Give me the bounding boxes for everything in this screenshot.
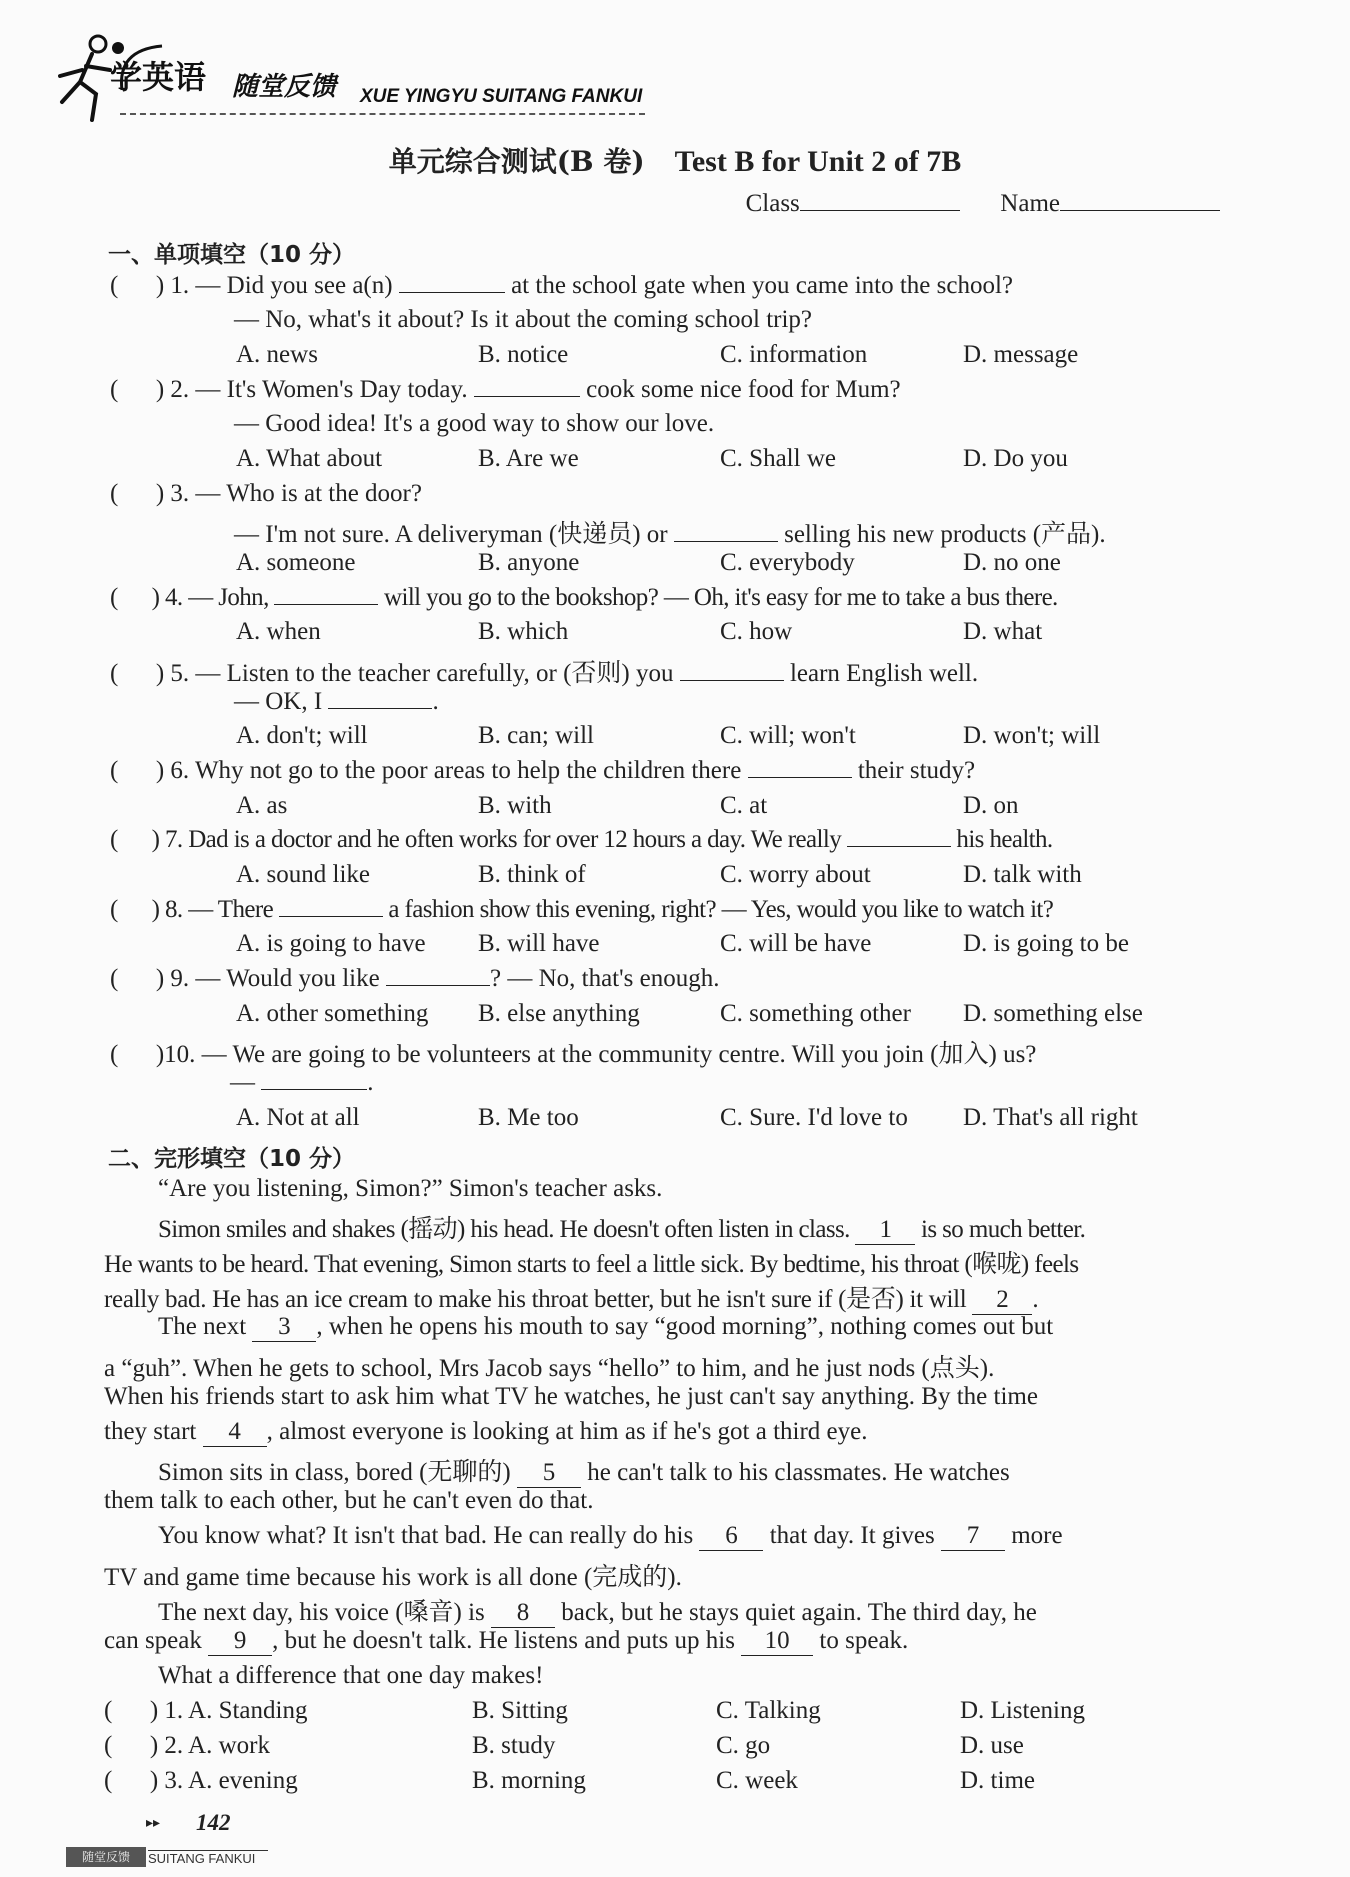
q9-option-c: C. something other xyxy=(720,1000,911,1027)
name-field[interactable] xyxy=(1060,188,1220,211)
footer-badge: 随堂反馈 xyxy=(66,1847,146,1867)
cloze-blank-3[interactable]: 3 xyxy=(252,1313,316,1342)
passage-line-13: The next day, his voice (嗓音) is 8 back, but he stays quiet again. The third day, he xyxy=(158,1599,1037,1626)
cloze-q2-option-c: C. go xyxy=(716,1732,771,1759)
q2-option-b: B. Are we xyxy=(478,445,579,472)
q8-option-a: A. is going to have xyxy=(236,930,426,957)
q6-blank[interactable] xyxy=(748,777,852,778)
page-number: 142 xyxy=(196,1810,231,1835)
cloze-q2-option-a: ( ) 2. A. work xyxy=(104,1732,270,1759)
q3-line2: — I'm not sure. A deliveryman (快递员) or selling his new products (产品). xyxy=(234,521,1106,548)
q7-blank[interactable] xyxy=(847,846,951,847)
passage-line-4: really bad. He has an ice cream to make his throat better, but he isn't sure if (是否) it will 2 . xyxy=(104,1286,1039,1313)
q5-line2: — OK, I . xyxy=(234,688,439,715)
q2-option-c: C. Shall we xyxy=(720,445,836,472)
q6-option-c: C. at xyxy=(720,792,768,819)
cloze-q3-option-d: D. time xyxy=(960,1767,1035,1794)
cloze-q3-option-a: ( ) 3. A. evening xyxy=(104,1767,298,1794)
q10-line2: — . xyxy=(230,1069,374,1096)
q2-blank[interactable] xyxy=(474,396,580,397)
passage-line-10: them talk to each other, but he can't even do that. xyxy=(104,1487,594,1514)
q6-option-b: B. with xyxy=(478,792,552,819)
footer-arrow-icon: ▸▸ xyxy=(146,1815,161,1831)
footer-label: SUITANG FANKUI xyxy=(148,1850,268,1866)
q9-blank[interactable] xyxy=(386,985,490,986)
q7-option-a: A. sound like xyxy=(236,861,371,888)
passage-line-15: What a difference that one day makes! xyxy=(158,1662,544,1689)
class-label: Class xyxy=(745,190,800,217)
cloze-blank-8[interactable]: 8 xyxy=(491,1599,555,1628)
cloze-q1-option-d: D. Listening xyxy=(960,1697,1085,1724)
q4-option-d: D. what xyxy=(963,618,1043,645)
q4-option-c: C. how xyxy=(720,618,793,645)
passage-line-5: The next 3 , when he opens his mouth to say “good morning”, nothing comes out but xyxy=(158,1313,1054,1340)
q3-option-b: B. anyone xyxy=(478,549,580,576)
q10-option-c: C. Sure. I'd love to xyxy=(720,1104,908,1131)
q4-option-a: A. when xyxy=(236,618,321,645)
passage-line-14: can speak 9 , but he doesn't talk. He listens and puts up his 10 to speak. xyxy=(104,1627,909,1654)
name-label: Name xyxy=(1000,190,1060,217)
q8-option-c: C. will be have xyxy=(720,930,872,957)
q6-line1: ( ) 6. Why not go to the poor areas to help the children there their study? xyxy=(110,757,976,784)
q10-blank[interactable] xyxy=(261,1089,367,1090)
cloze-blank-2[interactable]: 2 xyxy=(972,1286,1032,1315)
q1-line2: — No, what's it about? Is it about the coming school trip? xyxy=(234,306,813,333)
passage-line-1: “Are you listening, Simon?” Simon's teacher asks. xyxy=(158,1175,663,1202)
q8-line1: ( ) 8. — There a fashion show this evening, right? — Yes, would you like to watch it? xyxy=(110,896,1054,923)
logo-subtitle-cn: 随堂反馈 xyxy=(232,72,337,102)
cloze-q1-option-b: B. Sitting xyxy=(472,1697,568,1724)
cloze-q2-option-d: D. use xyxy=(960,1732,1024,1759)
cloze-blank-9[interactable]: 9 xyxy=(208,1627,272,1656)
passage-line-3: He wants to be heard. That evening, Simon starts to feel a little sick. By bedtime, his throat (喉咙) feels xyxy=(104,1251,1079,1278)
q10-option-a: A. Not at all xyxy=(236,1104,360,1131)
q2-line1: ( ) 2. — It's Women's Day today. cook some nice food for Mum? xyxy=(110,376,901,403)
title-cn: 单元综合测试(B 卷) xyxy=(388,145,645,178)
cloze-q3-option-b: B. morning xyxy=(472,1767,586,1794)
q3-line1: ( ) 3. — Who is at the door? xyxy=(110,480,422,507)
section2-title: 二、完形填空（10 分） xyxy=(108,1146,356,1172)
class-field[interactable] xyxy=(800,188,960,211)
q9-line1: ( ) 9. — Would you like ? — No, that's enough. xyxy=(110,965,720,992)
q4-blank[interactable] xyxy=(274,604,378,605)
cloze-blank-7[interactable]: 7 xyxy=(941,1522,1005,1551)
passage-line-12: TV and game time because his work is all done (完成的). xyxy=(104,1564,682,1591)
cloze-q3-option-c: C. week xyxy=(716,1767,798,1794)
logo-title-cn: 学英语 xyxy=(110,58,207,96)
q5-option-d: D. won't; will xyxy=(963,722,1101,749)
q1-option-d: D. message xyxy=(963,341,1079,368)
q9-option-a: A. other something xyxy=(236,1000,429,1027)
q9-option-d: D. something else xyxy=(963,1000,1143,1027)
q2-option-d: D. Do you xyxy=(963,445,1068,472)
passage-line-9: Simon sits in class, bored (无聊的) 5 he can't talk to his classmates. He watches xyxy=(158,1459,1010,1486)
logo-subtitle-en: XUE YINGYU SUITANG FANKUI xyxy=(360,86,643,107)
passage-line-7: When his friends start to ask him what TV he watches, he just can't say anything. By the time xyxy=(104,1383,1038,1410)
q6-option-d: D. on xyxy=(963,792,1019,819)
q10-option-b: B. Me too xyxy=(478,1104,579,1131)
q5-option-b: B. can; will xyxy=(478,722,594,749)
q2-option-a: A. What about xyxy=(236,445,383,472)
q5-line1: ( ) 5. — Listen to the teacher carefully, or (否则) you learn English well. xyxy=(110,660,979,687)
passage-line-6: a “guh”. When he gets to school, Mrs Jacob says “hello” to him, and he just nods (点头). xyxy=(104,1355,995,1382)
q5-option-a: A. don't; will xyxy=(236,722,368,749)
q7-option-d: D. talk with xyxy=(963,861,1082,888)
q1-option-a: A. news xyxy=(236,341,318,368)
q5-blank2[interactable] xyxy=(328,708,432,709)
q8-option-d: D. is going to be xyxy=(963,930,1129,957)
q2-line2: — Good idea! It's a good way to show our love. xyxy=(234,410,715,437)
q4-line1: ( ) 4. — John, will you go to the bookshop? — Oh, it's easy for me to take a bus there. xyxy=(110,584,1058,611)
q1-blank[interactable] xyxy=(399,292,505,293)
passage-line-8: they start 4 , almost everyone is looking at him as if he's got a third eye. xyxy=(104,1418,868,1445)
cloze-blank-1[interactable]: 1 xyxy=(855,1216,915,1245)
cloze-q1-option-c: C. Talking xyxy=(716,1697,821,1724)
passage-line-2: Simon smiles and shakes (摇动) his head. He doesn't often listen in class. 1 is so much better. xyxy=(158,1216,1086,1243)
cloze-blank-6[interactable]: 6 xyxy=(699,1522,763,1551)
q8-blank[interactable] xyxy=(279,916,383,917)
q3-option-a: A. someone xyxy=(236,549,356,576)
title-en: Test B for Unit 2 of 7B xyxy=(674,145,962,178)
header-divider xyxy=(120,113,645,115)
section1-title: 一、单项填空（10 分） xyxy=(108,242,356,268)
cloze-q1-option-a: ( ) 1. A. Standing xyxy=(104,1697,308,1724)
q7-option-c: C. worry about xyxy=(720,861,871,888)
q3-option-c: C. everybody xyxy=(720,549,855,576)
q7-line1: ( ) 7. Dad is a doctor and he often works for over 12 hours a day. We really his health. xyxy=(110,826,1053,853)
q5-blank1[interactable] xyxy=(680,680,784,681)
cloze-blank-4[interactable]: 4 xyxy=(203,1418,267,1447)
cloze-blank-10[interactable]: 10 xyxy=(741,1627,813,1656)
q1-option-b: B. notice xyxy=(478,341,569,368)
class-name-row xyxy=(746,188,1220,218)
cloze-q2-option-b: B. study xyxy=(472,1732,556,1759)
q10-line1: ( )10. — We are going to be volunteers at the community centre. Will you join (加入) us? xyxy=(110,1041,1037,1068)
q9-option-b: B. else anything xyxy=(478,1000,640,1027)
q7-option-b: B. think of xyxy=(478,861,586,888)
q4-option-b: B. which xyxy=(478,618,569,645)
q5-option-c: C. will; won't xyxy=(720,722,856,749)
q3-blank[interactable] xyxy=(674,541,778,542)
header-logo xyxy=(52,30,652,126)
page-title xyxy=(0,140,1350,180)
q8-option-b: B. will have xyxy=(478,930,600,957)
q3-option-d: D. no one xyxy=(963,549,1061,576)
q1-line1: ( ) 1. — Did you see a(n) at the school gate when you came into the school? xyxy=(110,272,1014,299)
q6-option-a: A. as xyxy=(236,792,288,819)
passage-line-11: You know what? It isn't that bad. He can really do his 6 that day. It gives 7 more xyxy=(158,1522,1063,1549)
q1-option-c: C. information xyxy=(720,341,868,368)
q10-option-d: D. That's all right xyxy=(963,1104,1138,1131)
cloze-blank-5[interactable]: 5 xyxy=(517,1459,581,1488)
